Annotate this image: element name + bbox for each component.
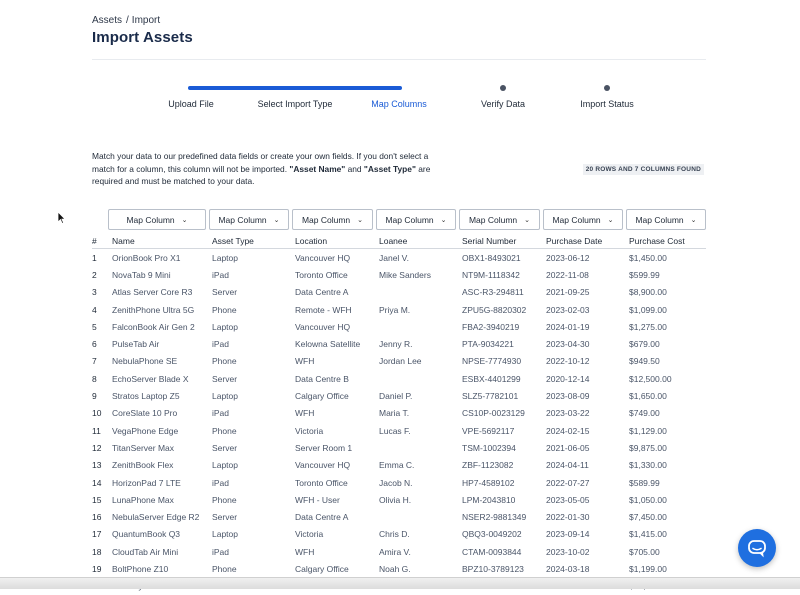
cell-purchase-date: 2023-08-09 xyxy=(546,391,590,402)
cell-name: EchoServer Blade X xyxy=(112,373,189,384)
cell-asset-type: Phone xyxy=(212,425,237,436)
cell-asset-type: Laptop xyxy=(212,321,238,332)
cell-serial-number: TSM-1002394 xyxy=(462,442,516,453)
chevron-down-icon: ⌄ xyxy=(357,216,364,224)
cell-location: Server Room 1 xyxy=(295,442,353,453)
cell-number: 15 xyxy=(92,494,102,505)
cell-location: Toronto Office xyxy=(295,269,348,280)
cell-purchase-date: 2022-10-12 xyxy=(546,356,590,367)
cell-purchase-cost: $705.00 xyxy=(629,546,660,557)
cell-purchase-date: 2024-03-18 xyxy=(546,563,590,574)
cell-serial-number: ZBF-1123082 xyxy=(462,460,514,471)
map-column-label: Map Column xyxy=(635,214,684,225)
cell-number: 3 xyxy=(92,287,97,298)
chevron-down-icon: ⌄ xyxy=(273,216,280,224)
table-row xyxy=(92,301,706,318)
cell-purchase-cost: $949.50 xyxy=(629,356,660,367)
map-column-dropdown-loanee[interactable] xyxy=(376,209,456,230)
cell-loanee: Amira V. xyxy=(379,546,411,557)
cell-loanee: Mike Sanders xyxy=(379,269,431,280)
step-verify-data: Verify Data xyxy=(480,99,526,109)
cell-purchase-cost: $749.00 xyxy=(629,408,660,419)
cell-number: 9 xyxy=(92,391,97,402)
cell-name: ZenithBook Flex xyxy=(112,460,174,471)
cell-purchase-date: 2020-12-14 xyxy=(546,373,590,384)
cell-number: 6 xyxy=(92,339,97,350)
column-header-name: Name xyxy=(112,233,212,249)
cell-asset-type: iPad xyxy=(212,477,230,488)
cell-location: Data Centre B xyxy=(295,373,349,384)
cell-asset-type: Laptop xyxy=(212,529,238,540)
cell-number: 11 xyxy=(92,425,101,436)
cell-purchase-date: 2024-02-15 xyxy=(546,425,590,436)
cell-number: 18 xyxy=(92,546,102,557)
table-row xyxy=(92,457,706,474)
cell-purchase-date: 2023-10-02 xyxy=(546,546,590,557)
cell-serial-number: CS10P-0023129 xyxy=(462,408,525,419)
cell-number: 7 xyxy=(92,356,97,367)
cell-loanee: Maria T. xyxy=(379,408,410,419)
chevron-down-icon: ⌄ xyxy=(690,216,697,224)
cell-number: 4 xyxy=(92,304,97,315)
cell-purchase-cost: $1,650.00 xyxy=(629,391,667,402)
cell-purchase-date: 2022-07-27 xyxy=(546,477,590,488)
table-header-row xyxy=(92,233,706,249)
table-row xyxy=(92,353,706,370)
table-row xyxy=(92,491,706,508)
chat-bubble-icon xyxy=(747,539,767,558)
instructions-text-2: and xyxy=(345,163,364,174)
column-header-purchase-cost: Purchase Cost xyxy=(629,233,706,249)
cell-number: 10 xyxy=(92,408,102,419)
cell-serial-number: ZPU5G-8820302 xyxy=(462,304,527,315)
column-header-serial-number: Serial Number xyxy=(462,233,546,249)
cell-name: ZenithPhone Ultra 5G xyxy=(112,304,195,315)
column-header-asset-type: Asset Type xyxy=(212,233,295,249)
table-row xyxy=(92,543,706,560)
required-field-asset-type: "Asset Type" xyxy=(363,163,416,174)
cell-location: Vancouver HQ xyxy=(295,321,351,332)
cell-asset-type: Server xyxy=(212,512,238,523)
cell-asset-type: Phone xyxy=(212,494,237,505)
cell-location: Kelowna Satellite xyxy=(295,339,361,350)
cell-loanee: Jordan Lee xyxy=(379,356,422,367)
cell-purchase-cost: $1,275.00 xyxy=(629,321,667,332)
cell-serial-number: NT9M-1118342 xyxy=(462,269,520,280)
cell-serial-number: SLZ5-7782101 xyxy=(462,391,519,402)
cell-loanee: Jacob N. xyxy=(379,477,413,488)
cell-purchase-date: 2023-02-03 xyxy=(546,304,590,315)
cell-number: 5 xyxy=(92,321,97,332)
cell-name: NebulaServer Edge R2 xyxy=(112,512,200,523)
rows-columns-found-badge: 20 ROWS AND 7 COLUMNS FOUND xyxy=(583,164,704,175)
table-row xyxy=(92,439,706,456)
cell-number: 12 xyxy=(92,442,102,453)
cell-loanee xyxy=(379,284,462,301)
cell-asset-type: Laptop xyxy=(212,460,238,471)
cell-purchase-cost: $1,415.00 xyxy=(629,529,667,540)
cell-serial-number: ASC-R3-294811 xyxy=(462,287,524,298)
chevron-down-icon: ⌄ xyxy=(607,216,614,224)
cell-location: Toronto Office xyxy=(295,477,348,488)
page-title: Import Assets xyxy=(92,29,193,46)
cell-asset-type: Laptop xyxy=(212,252,238,263)
column-header-location: Location xyxy=(295,233,379,249)
map-column-dropdown-purchase-date[interactable] xyxy=(543,209,623,230)
cell-number: 1 xyxy=(92,252,97,263)
map-column-dropdown-location[interactable] xyxy=(292,209,373,230)
cell-loanee: Priya M. xyxy=(379,304,411,315)
table-row xyxy=(92,508,706,525)
cell-purchase-date: 2021-06-05 xyxy=(546,442,590,453)
step-dot-import-status xyxy=(604,85,610,91)
cell-asset-type: iPad xyxy=(212,269,230,280)
cell-number: 8 xyxy=(92,373,97,384)
cell-number: 17 xyxy=(92,529,102,540)
map-column-label: Map Column xyxy=(218,214,267,225)
cell-asset-type: iPad xyxy=(212,546,230,557)
cell-location: Data Centre A xyxy=(295,287,349,298)
map-column-label: Map Column xyxy=(126,214,175,225)
cell-loanee: Lucas F. xyxy=(379,425,411,436)
step-import-status: Import Status xyxy=(580,99,634,109)
cell-purchase-date: 2023-05-05 xyxy=(546,494,590,505)
cell-serial-number: BPZ10-3789123 xyxy=(462,563,524,574)
instructions-text-3: are required and must be matched to your data. xyxy=(92,163,431,187)
table-row xyxy=(92,474,706,491)
table-row xyxy=(92,266,706,283)
cell-purchase-cost: $12,500.00 xyxy=(629,373,672,384)
map-column-dropdown-purchase-cost[interactable] xyxy=(626,209,706,230)
cell-purchase-cost: $599.99 xyxy=(629,269,660,280)
cell-asset-type: Server xyxy=(212,442,238,453)
cell-loanee xyxy=(379,318,462,335)
cell-name: NebulaPhone SE xyxy=(112,356,178,367)
map-column-label: Map Column xyxy=(552,214,601,225)
table-row xyxy=(92,335,706,352)
cell-location: Calgary Office xyxy=(295,391,349,402)
cell-serial-number: LPM-2043810 xyxy=(462,494,516,505)
header-divider xyxy=(92,59,706,60)
cell-serial-number: HP7-4589102 xyxy=(462,477,515,488)
cell-loanee: Noah G. xyxy=(379,563,411,574)
breadcrumb-separator: / xyxy=(126,15,129,26)
column-header-purchase-date: Purchase Date xyxy=(546,233,629,249)
cell-name: CoreSlate 10 Pro xyxy=(112,408,178,419)
cell-purchase-cost: $7,450.00 xyxy=(629,512,667,523)
cell-loanee xyxy=(379,370,462,387)
cell-purchase-date: 2024-01-19 xyxy=(546,321,590,332)
cell-loanee: Olivia H. xyxy=(379,494,412,505)
cell-asset-type: Phone xyxy=(212,356,237,367)
cell-name: Atlas Server Core R3 xyxy=(112,287,193,298)
cell-purchase-date: 2023-03-22 xyxy=(546,408,590,419)
cell-purchase-cost: $8,900.00 xyxy=(629,287,667,298)
cell-name: PulseTab Air xyxy=(112,339,160,350)
stepper-progress-bar xyxy=(188,86,402,90)
cell-purchase-cost: $589.99 xyxy=(629,477,660,488)
cell-loanee: Daniel P. xyxy=(379,391,413,402)
breadcrumb-assets-link[interactable]: Assets xyxy=(92,15,123,26)
map-column-label: Map Column xyxy=(301,214,351,225)
cell-asset-type: Phone xyxy=(212,304,237,315)
table-row xyxy=(92,318,706,335)
mapping-instructions xyxy=(92,150,437,188)
cell-purchase-date: 2021-09-25 xyxy=(546,287,590,298)
table-body xyxy=(92,249,706,595)
table-row xyxy=(92,387,706,404)
step-map-columns[interactable]: Map Columns xyxy=(371,99,427,109)
map-column-dropdown-serial-number[interactable] xyxy=(459,209,540,230)
cell-number: 2 xyxy=(92,269,97,280)
table-row xyxy=(92,249,706,267)
cell-number: 14 xyxy=(92,477,102,488)
cell-purchase-cost: $1,129.00 xyxy=(629,425,667,436)
table-row xyxy=(92,370,706,387)
table-row xyxy=(92,560,706,577)
cell-serial-number: ESBX-4401299 xyxy=(462,373,521,384)
cell-location: WFH xyxy=(295,408,315,419)
cell-asset-type: iPad xyxy=(212,339,230,350)
cell-purchase-date: 2024-04-11 xyxy=(546,460,589,471)
cell-purchase-cost: $1,099.00 xyxy=(629,304,667,315)
cell-number: 13 xyxy=(92,460,102,471)
cell-loanee: Chris D. xyxy=(379,529,410,540)
bottom-scroll-fade xyxy=(0,577,800,589)
table-row xyxy=(92,526,706,543)
cell-asset-type: Laptop xyxy=(212,391,238,402)
table-row xyxy=(92,284,706,301)
cell-name: BoltPhone Z10 xyxy=(112,563,169,574)
cell-location: Victoria xyxy=(295,425,324,436)
cell-serial-number: PTA-9034221 xyxy=(462,339,514,350)
cell-name: VegaPhone Edge xyxy=(112,425,179,436)
cell-asset-type: Server xyxy=(212,373,238,384)
cell-purchase-date: 2023-09-14 xyxy=(546,529,590,540)
cell-location: WFH xyxy=(295,546,315,557)
cell-serial-number: QBQ3-0049202 xyxy=(462,529,522,540)
cell-location: Data Centre A xyxy=(295,512,349,523)
cell-number: 19 xyxy=(92,563,102,574)
cell-number: 16 xyxy=(92,512,102,523)
chat-support-button[interactable] xyxy=(738,529,776,567)
cell-asset-type: Phone xyxy=(212,563,237,574)
cell-location: WFH - User xyxy=(295,494,340,505)
cell-serial-number: OBX1-8493021 xyxy=(462,252,521,263)
chevron-down-icon: ⌄ xyxy=(524,216,531,224)
cell-asset-type: Server xyxy=(212,287,238,298)
cell-serial-number: NSER2-9881349 xyxy=(462,512,527,523)
cell-location: Calgary Office xyxy=(295,563,349,574)
cell-purchase-cost: $9,875.00 xyxy=(629,442,667,453)
import-stepper xyxy=(92,84,706,114)
breadcrumb xyxy=(92,15,160,26)
cell-purchase-date: 2022-11-08 xyxy=(546,269,589,280)
table-row xyxy=(92,405,706,422)
cell-serial-number: VPE-5692117 xyxy=(462,425,515,436)
cell-name: FalconBook Air Gen 2 xyxy=(112,321,195,332)
cell-serial-number: CTAM-0093844 xyxy=(462,546,522,557)
cell-serial-number: FBA2-3940219 xyxy=(462,321,520,332)
cell-loanee xyxy=(379,508,462,525)
cell-loanee xyxy=(379,439,462,456)
instructions-text-1: Match your data to our predefined data fields or create your own fields. If you don't select a match for a column, this column will not be imported. xyxy=(92,151,429,174)
cell-purchase-date: 2023-04-30 xyxy=(546,339,590,350)
chevron-down-icon: ⌄ xyxy=(440,216,447,224)
map-column-dropdown-asset-type[interactable] xyxy=(209,209,289,230)
cell-serial-number: NPSE-7774930 xyxy=(462,356,522,367)
cell-name: HorizonPad 7 LTE xyxy=(112,477,181,488)
cell-loanee: Jenny R. xyxy=(379,339,413,350)
cell-name: QuantumBook Q3 xyxy=(112,529,181,540)
cell-loanee: Janel V. xyxy=(379,252,409,263)
cell-name: TitanServer Max xyxy=(112,442,175,453)
step-upload-file[interactable]: Upload File xyxy=(168,99,214,109)
mouse-pointer-icon xyxy=(57,211,66,225)
cell-purchase-date: 2022-01-30 xyxy=(546,512,590,523)
cell-location: Vancouver HQ xyxy=(295,252,351,263)
cell-purchase-cost: $1,199.00 xyxy=(629,563,667,574)
cell-location: Remote - WFH xyxy=(295,304,352,315)
chevron-down-icon: ⌄ xyxy=(181,216,188,224)
map-column-dropdown-name[interactable] xyxy=(108,209,206,230)
column-header-number: # xyxy=(92,233,112,249)
cell-purchase-cost: $679.00 xyxy=(629,339,660,350)
required-field-asset-name: "Asset Name" xyxy=(289,163,346,174)
cell-name: Stratos Laptop Z5 xyxy=(112,391,180,402)
import-preview-table xyxy=(92,233,706,595)
map-column-label: Map Column xyxy=(468,214,518,225)
table-row xyxy=(92,422,706,439)
breadcrumb-current: Import xyxy=(131,15,161,26)
cell-purchase-cost: $1,050.00 xyxy=(629,494,667,505)
map-column-label: Map Column xyxy=(385,214,434,225)
cell-name: CloudTab Air Mini xyxy=(112,546,179,557)
cell-location: Victoria xyxy=(295,529,324,540)
cell-name: LunaPhone Max xyxy=(112,494,174,505)
cell-name: OrionBook Pro X1 xyxy=(112,252,181,263)
cell-purchase-cost: $1,450.00 xyxy=(629,252,667,263)
cell-loanee: Emma C. xyxy=(379,460,415,471)
cell-location: Vancouver HQ xyxy=(295,460,351,471)
cell-purchase-date: 2023-06-12 xyxy=(546,252,590,263)
cell-name: NovaTab 9 Mini xyxy=(112,269,171,280)
step-dot-verify-data xyxy=(500,85,506,91)
cell-location: WFH xyxy=(295,356,315,367)
step-select-import-type[interactable]: Select Import Type xyxy=(257,99,333,109)
cell-purchase-cost: $1,330.00 xyxy=(629,460,667,471)
column-header-loanee: Loanee xyxy=(379,233,462,249)
cell-asset-type: iPad xyxy=(212,408,230,419)
